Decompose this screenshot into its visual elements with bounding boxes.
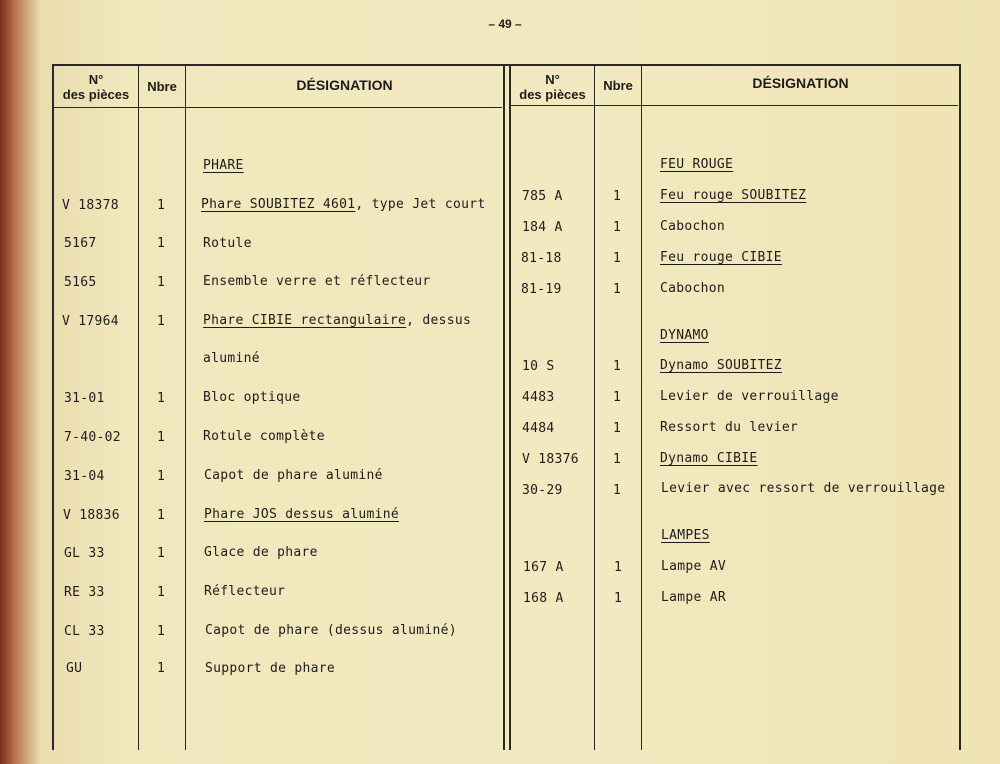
part-count: 1 xyxy=(157,624,166,639)
section-heading: FEU ROUGE xyxy=(660,157,734,172)
section-heading: LAMPES xyxy=(661,528,710,543)
part-designation: Réflecteur xyxy=(204,584,286,599)
header-num-left: N° des pièces xyxy=(62,72,130,102)
part-count: 1 xyxy=(614,560,623,575)
section-heading: PHARE xyxy=(203,158,244,173)
header-nbre-right: Nbre xyxy=(603,78,633,93)
part-designation: Glace de phare xyxy=(204,545,318,560)
part-number: 31-01 xyxy=(64,391,105,406)
part-number: CL 33 xyxy=(64,624,105,639)
part-number: 81-19 xyxy=(521,282,562,297)
section-heading: DYNAMO xyxy=(660,328,709,343)
part-designation: aluminé xyxy=(203,351,260,366)
part-designation: Levier avec ressort de verrouillage xyxy=(661,481,946,496)
part-count: 1 xyxy=(613,220,622,235)
part-designation: Phare SOUBITEZ 4601, type Jet court xyxy=(201,197,486,212)
part-number: V 18836 xyxy=(63,508,120,523)
part-count: 1 xyxy=(613,189,622,204)
part-number: 31-04 xyxy=(64,469,105,484)
part-number: 7-40-02 xyxy=(64,430,121,445)
part-designation: Dynamo SOUBITEZ xyxy=(660,358,782,373)
part-number: 30-29 xyxy=(522,483,563,498)
part-number: RE 33 xyxy=(64,585,105,600)
part-designation: Ressort du levier xyxy=(660,420,799,435)
part-number: 4484 xyxy=(522,421,555,436)
part-designation: Feu rouge CIBIE xyxy=(660,250,782,265)
part-count: 1 xyxy=(157,585,166,600)
part-designation: Capot de phare (dessus aluminé) xyxy=(205,623,457,638)
part-count: 1 xyxy=(614,591,623,606)
part-number: 10 S xyxy=(522,359,555,374)
part-number: 167 A xyxy=(523,560,564,575)
part-count: 1 xyxy=(613,421,622,436)
part-designation: Capot de phare aluminé xyxy=(204,468,383,483)
part-count: 1 xyxy=(613,282,622,297)
part-number: 5165 xyxy=(64,275,97,290)
part-count: 1 xyxy=(613,359,622,374)
part-count: 1 xyxy=(157,275,166,290)
header-nbre-left: Nbre xyxy=(147,79,177,94)
header-num-right: N° des pièces xyxy=(519,72,586,102)
part-number: 168 A xyxy=(523,591,564,606)
part-designation: Rotule complète xyxy=(203,429,325,444)
part-designation: Support de phare xyxy=(205,661,336,676)
part-number: 81-18 xyxy=(521,251,562,266)
part-count: 1 xyxy=(613,390,622,405)
part-designation: Lampe AR xyxy=(661,590,727,605)
part-count: 1 xyxy=(157,198,166,213)
part-count: 1 xyxy=(157,661,166,676)
part-count: 1 xyxy=(613,483,622,498)
part-designation: Dynamo CIBIE xyxy=(660,451,758,466)
part-designation: Levier de verrouillage xyxy=(660,389,839,404)
part-number: V 18378 xyxy=(62,198,119,213)
part-number: GU xyxy=(66,661,83,676)
header-designation-left: DÉSIGNATION xyxy=(296,77,393,93)
part-count: 1 xyxy=(613,452,622,467)
part-number: 4483 xyxy=(522,390,555,405)
part-count: 1 xyxy=(157,314,166,329)
part-designation: Cabochon xyxy=(660,219,726,234)
part-number: V 18376 xyxy=(522,452,579,467)
part-count: 1 xyxy=(157,508,166,523)
part-designation: Phare CIBIE rectangulaire, dessus xyxy=(203,313,472,328)
part-designation: Ensemble verre et réflecteur xyxy=(203,274,431,289)
part-designation: Feu rouge SOUBITEZ xyxy=(660,188,807,203)
part-designation: Rotule xyxy=(203,236,252,251)
part-number: 785 A xyxy=(522,189,563,204)
page-number: – 49 – xyxy=(488,17,522,31)
part-designation: Lampe AV xyxy=(661,559,727,574)
part-number: V 17964 xyxy=(62,314,119,329)
part-number: GL 33 xyxy=(64,546,105,561)
part-count: 1 xyxy=(157,430,166,445)
part-number: 184 A xyxy=(522,220,563,235)
part-count: 1 xyxy=(157,391,166,406)
part-designation: Phare JOS dessus aluminé xyxy=(204,507,400,522)
part-count: 1 xyxy=(157,469,166,484)
part-designation: Bloc optique xyxy=(203,390,301,405)
part-count: 1 xyxy=(613,251,622,266)
part-designation: Cabochon xyxy=(660,281,726,296)
part-count: 1 xyxy=(157,546,166,561)
part-number: 5167 xyxy=(64,236,97,251)
part-count: 1 xyxy=(157,236,166,251)
header-designation-right: DÉSIGNATION xyxy=(752,75,849,91)
